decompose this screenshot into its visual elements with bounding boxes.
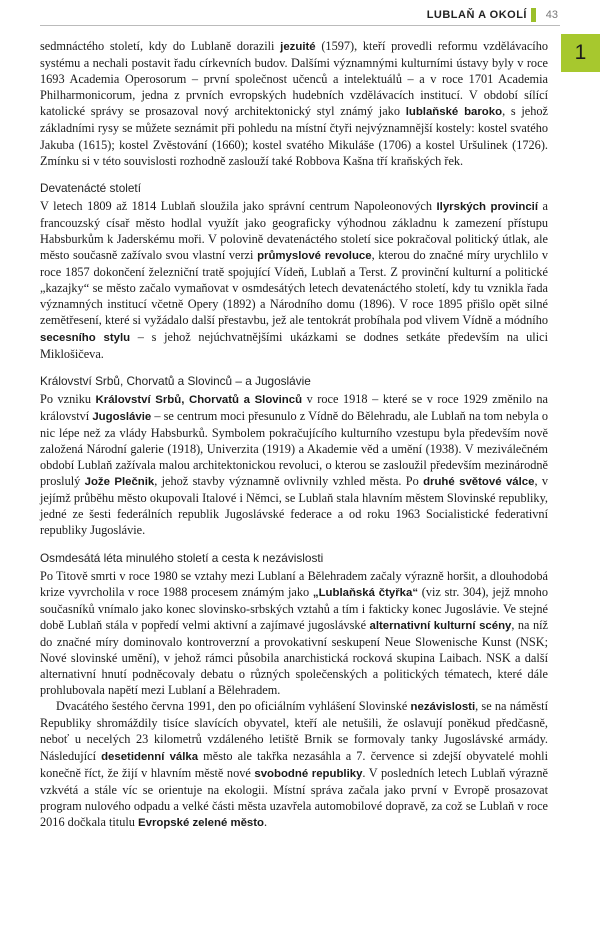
running-header: [0, 0, 600, 26]
section-paragraph: [40, 391, 548, 539]
intro-paragraph: [40, 38, 548, 169]
header-accent-bar: [531, 8, 536, 22]
section-paragraph: [40, 698, 548, 831]
text-run: , jehož stavby významně ovlivnily vzhled města. Po: [154, 474, 424, 489]
keyword: druhé světové válce: [423, 476, 535, 489]
text-run: Po vzniku: [40, 391, 96, 406]
section-paragraph: [40, 198, 548, 362]
text-run: město ale takřka nezasáhla a 7. července si zdejší obyvatelé mohli konečně říct, že žijí v hlavním městě nové: [40, 748, 549, 780]
text-run: .: [264, 814, 268, 829]
keyword: alternativní kulturní scény: [369, 619, 512, 632]
text-run: V letech 1809 až 1814 Lublaň sloužila jako správní centrum Napoleonových: [40, 198, 437, 213]
text-run: – se centrum moci přesunulo z Vídně do Bělehradu, ale Lublaň na tom nebyla o nic lépe než za vlády Habsburků. Symbolem pokračujícího kulturního vzestupu byla především nově založená Národní galerie (1918), Univerzita (1919) a Akademie věd a umění (1938). V meziválečném období Lublaň zažívala malou architektonickou revoluci, o kterou se zasloužil především mezinárodně proslulý: [40, 408, 548, 489]
keyword: desetidenní válka: [101, 750, 199, 763]
text-run: . V posledních letech Lublaň výrazně vzkvétá a stále víc se orientuje na ekologii. Místní správa začala jako první v Evropě prosazovat program nulového odpadu a velké části města uzavřela automobilové dopravě, za což se Lublaň v roce 2016 dočkala titulu: [40, 765, 548, 829]
keyword: Království Srbů, Chorvatů a Slovinců: [95, 393, 303, 406]
text-run: (viz str. 304), jejž mnoho současníků vnímalo jako konec slovinsko-srbských vztahů a tím i fakticky konec Jugoslávie. Ve stejné době Lublaň stála v popředí velmi aktivní a zajímavé jugoslávské: [40, 584, 548, 632]
text-run: , kterou do značné míry urychlilo v roce 1857 dokončení železniční tratě spojující Vídeň, Lublaň a Terst. Z provinční kulturní a politické „kazajky“ se město začalo vymaňovat v osmdesátých letech devatenáctého století, kdy tu vznikla řada významných institucí včetně Opery (1892) a Národního domu (1896). V roce 1895 přišlo opět silné zemětřesení, které si vyžádalo další přestavbu, jež ale tentokrát probíhala pod vlivem Vídně a módního: [40, 248, 548, 328]
text-run: Po Titově smrti v roce 1980 se vztahy mezi Lublaní a Bělehradem začaly výrazně horšit, a dlouhodobá krize vyvrcholila v roce 1988 procesem známým jako: [40, 568, 548, 599]
running-title: LUBLAŇ A OKOLÍ: [426, 9, 527, 21]
text-run: sedmnáctého století, kdy do Lublaně dorazili: [40, 39, 281, 53]
keyword: průmyslové revoluce: [257, 250, 372, 263]
text-run: v roce 1918 – které se v roce 1929 změnilo na království: [40, 391, 548, 423]
chapter-tab: 1: [561, 34, 600, 72]
keyword: Evropské zelené město: [138, 816, 265, 829]
keyword: Jože Plečnik: [84, 476, 155, 489]
main-text: [40, 38, 548, 831]
keyword: Ilyrských provincií: [436, 200, 538, 213]
text-run: Dvacátého šestého června 1991, den po oficiálním vyhlášení Slovinské: [56, 699, 411, 714]
keyword: Jugoslávie: [92, 410, 152, 423]
keyword: „Lublaňská čtyřka“: [312, 586, 419, 599]
text-run: – s jehož nejúchvatnějšími ukázkami se dodnes setkáte především na ulici Miklošičeva.: [40, 329, 549, 361]
section-heading: Osmdesátá léta minulého století a cesta k nezávislosti: [40, 550, 324, 565]
keyword: lublaňské baroko: [405, 106, 503, 119]
text-run: , s jehož základními rysy se můžete seznámit při pohledu na místní čtyři nejvýznamnější kostely: kostel svatého Jakuba (1615); kostel Zvěstování (1660); kostel svatého Mikuláše (1706) a kostel Uršulinek (1726). Zmínku si v této souvislosti rozhodně zaslouží také Robbova Kašna tří kraňských řek.: [40, 104, 549, 168]
keyword: svobodné republiky: [254, 767, 363, 780]
section-heading: Království Srbů, Chorvatů a Slovinců – a Jugoslávie: [40, 373, 311, 388]
text-run: , na níž do značné míry dominovalo kontroverzní a provokativní seskupení Neue Slowenische Kunst (NSK; Nové slovinské umění), v jehož rámci působila anarchistická rocková skupina Laibach. NSK a další alternativní hnutí podněcovaly debatu o různých společenských a politických tématech, které dále prohlubovala napětí mezi Lublaní a Bělehradem.: [40, 617, 548, 698]
section-heading: Devatenácté století: [40, 180, 141, 195]
page-number: 43: [545, 9, 558, 21]
text-run: (1597), kteří provedli reformu vzdělávacího systému a nechali postavit řadu církevních budov. Dalšími významnými kulturními ústavy byly v roce 1693 Academia Operosorum – první společnost učenců a intelektuálů – a v roce 1701 Academia Philharmonicorum, jedna z prvních evropských hudebních vzdělávacích institucí. V období sílící katolické správy se prosazoval nový architektonický styl známý jako: [40, 39, 549, 119]
text-run: a francouzský císař město hodlal využít jako geograficky výhodnou základnu k zamezení přístupu Habsburkům k Jaderskému moři. V polovině devatenáctého století sice pokračoval politický útlak, ale město současně zažívalo svou vlastní verzi: [40, 198, 548, 263]
keyword: secesního stylu: [40, 331, 131, 344]
text-run: , se na náměstí Republiky shromáždily tisíce slavících obyvatel, kteří ale netušili, že oslavují poněkud předčasně, neboť u necelých 23 kilometrů vzdáleného letiště Brnik se formovaly tanky Jugoslávské armády. Následující: [40, 699, 548, 763]
keyword: jezuité: [280, 41, 316, 53]
header-rule: [40, 25, 560, 26]
section-paragraph: [40, 568, 548, 699]
keyword: nezávislosti: [410, 701, 476, 714]
text-run: , v jejímž průběhu město okupovali Italové i Němci, se Lublaň stala hlavním městem Slovinské republiky, jedné ze šesti federálních republik Jugoslávské federace a od roku 1963 Socialistické federativní republiky Jugoslávie.: [40, 474, 548, 538]
